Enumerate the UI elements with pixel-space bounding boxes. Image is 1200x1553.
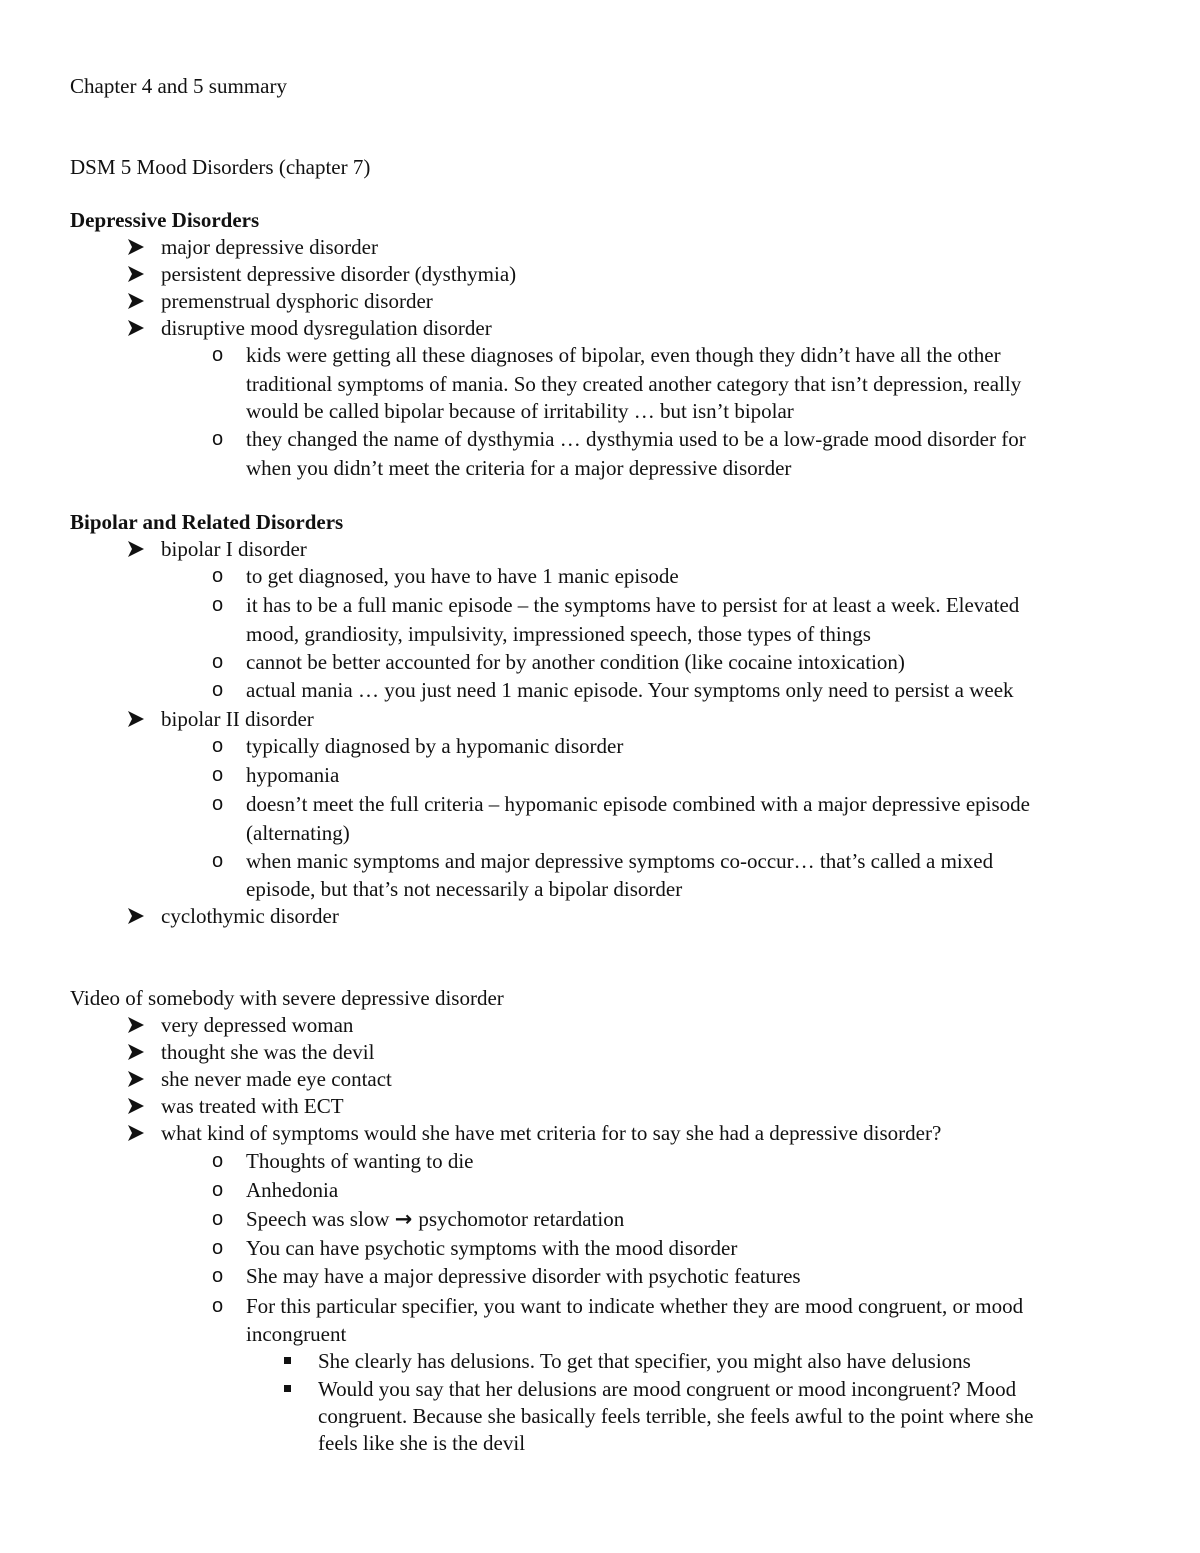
list-item: bipolar I disorder — [161, 537, 307, 561]
list-item: persistent depressive disorder (dysthymia) — [161, 262, 517, 286]
sub-item-line: typically diagnosed by a hypomanic disorder — [246, 734, 624, 758]
circle-bullet: o — [212, 594, 224, 616]
bipolar-heading: Bipolar and Related Disorders — [70, 510, 344, 534]
list-item: was treated with ECT — [161, 1094, 344, 1118]
sub-item-line: For this particular specifier, you want to indicate whether they are mood congruent, or mood — [246, 1294, 1024, 1318]
sub-item-line: Anhedonia — [246, 1178, 339, 1202]
video-heading: Video of somebody with severe depressive disorder — [70, 986, 504, 1010]
chevron-right-icon — [127, 1011, 149, 1039]
sub-item-line: incongruent — [246, 1322, 347, 1346]
sub-item-line: actual mania … you just need 1 manic episode. Your symptoms only need to persist a week — [246, 678, 1014, 702]
sub-item-line: when manic symptoms and major depressive symptoms co-occur… that’s called a mixed — [246, 849, 994, 873]
circle-bullet: o — [212, 1150, 224, 1172]
chevron-right-icon — [127, 1038, 149, 1066]
chevron-right-icon — [127, 902, 149, 930]
list-item: bipolar II disorder — [161, 707, 314, 731]
circle-bullet: o — [212, 651, 224, 673]
circle-bullet: o — [212, 1265, 224, 1287]
sub-item-line: doesn’t meet the full criteria – hypomanic episode combined with a major depressive episode — [246, 792, 1030, 816]
chevron-right-icon — [127, 287, 149, 315]
circle-bullet: o — [212, 428, 224, 450]
sub-item-line: would be called bipolar because of irritability … but isn’t bipolar — [246, 399, 794, 423]
sub-item-line: Thoughts of wanting to die — [246, 1149, 474, 1173]
sub-item-line: traditional symptoms of mania. So they created another category that isn’t depression, really — [246, 372, 1022, 396]
circle-bullet: o — [212, 850, 224, 872]
circle-bullet: o — [212, 1295, 224, 1317]
sub-item-line: episode, but that’s not necessarily a bipolar disorder — [246, 877, 683, 901]
sub-item-line — [246, 1205, 624, 1233]
chevron-right-icon — [127, 1119, 149, 1147]
sub-item-line: when you didn’t meet the criteria for a major depressive disorder — [246, 456, 792, 480]
sub-sub-item-line: feels like she is the devil — [318, 1431, 526, 1455]
chevron-right-icon — [127, 1092, 149, 1120]
chevron-right-icon — [127, 314, 149, 342]
chevron-right-icon — [127, 705, 149, 733]
circle-bullet: o — [212, 735, 224, 757]
sub-item-line: cannot be better accounted for by another condition (like cocaine intoxication) — [246, 650, 905, 674]
sub-item-line: they changed the name of dysthymia … dysthymia used to be a low-grade mood disorder for — [246, 427, 1026, 451]
chevron-right-icon — [127, 260, 149, 288]
sub-item-line: to get diagnosed, you have to have 1 manic episode — [246, 564, 679, 588]
circle-bullet: o — [212, 1208, 224, 1230]
sub-item-line: hypomania — [246, 763, 340, 787]
sub-item-line: She may have a major depressive disorder with psychotic features — [246, 1264, 801, 1288]
square-bullet-icon — [284, 1385, 291, 1392]
depressive-heading: Depressive Disorders — [70, 208, 260, 232]
chevron-right-icon — [127, 233, 149, 261]
sub-sub-item-line: Would you say that her delusions are mood congruent or mood incongruent? Mood — [318, 1377, 1017, 1401]
circle-bullet: o — [212, 793, 224, 815]
list-item: thought she was the devil — [161, 1040, 375, 1064]
sub-item-line: You can have psychotic symptoms with the mood disorder — [246, 1236, 738, 1260]
sub-item-line: it has to be a full manic episode – the symptoms have to persist for at least a week. Elevated — [246, 593, 1020, 617]
list-item: major depressive disorder — [161, 235, 378, 259]
sub-sub-item-line: congruent. Because she basically feels terrible, she feels awful to the point where she — [318, 1404, 1034, 1428]
sub-item-line: (alternating) — [246, 821, 350, 845]
circle-bullet: o — [212, 764, 224, 786]
sub-sub-item-line: She clearly has delusions. To get that specifier, you might also have delusions — [318, 1349, 971, 1373]
circle-bullet: o — [212, 565, 224, 587]
circle-bullet: o — [212, 344, 224, 366]
section-title: DSM 5 Mood Disorders (chapter 7) — [70, 155, 371, 179]
circle-bullet: o — [212, 1237, 224, 1259]
chevron-right-icon — [127, 535, 149, 563]
circle-bullet: o — [212, 679, 224, 701]
list-item: what kind of symptoms would she have met criteria for to say she had a depressive disorder? — [161, 1121, 942, 1145]
sub-item-text: psychomotor retardation — [418, 1207, 625, 1231]
arrow-right-icon: → — [394, 1207, 413, 1231]
square-bullet-icon — [284, 1357, 291, 1364]
document-title: Chapter 4 and 5 summary — [70, 74, 287, 98]
list-item: cyclothymic disorder — [161, 904, 339, 928]
sub-item-text: Speech was slow — [246, 1207, 395, 1231]
chevron-right-icon — [127, 1065, 149, 1093]
sub-item-line: mood, grandiosity, impulsivity, impressioned speech, those types of things — [246, 622, 871, 646]
list-item: disruptive mood dysregulation disorder — [161, 316, 492, 340]
list-item: she never made eye contact — [161, 1067, 392, 1091]
circle-bullet: o — [212, 1179, 224, 1201]
list-item: very depressed woman — [161, 1013, 354, 1037]
sub-item-line: kids were getting all these diagnoses of bipolar, even though they didn’t have all the other — [246, 343, 1001, 367]
list-item: premenstrual dysphoric disorder — [161, 289, 433, 313]
